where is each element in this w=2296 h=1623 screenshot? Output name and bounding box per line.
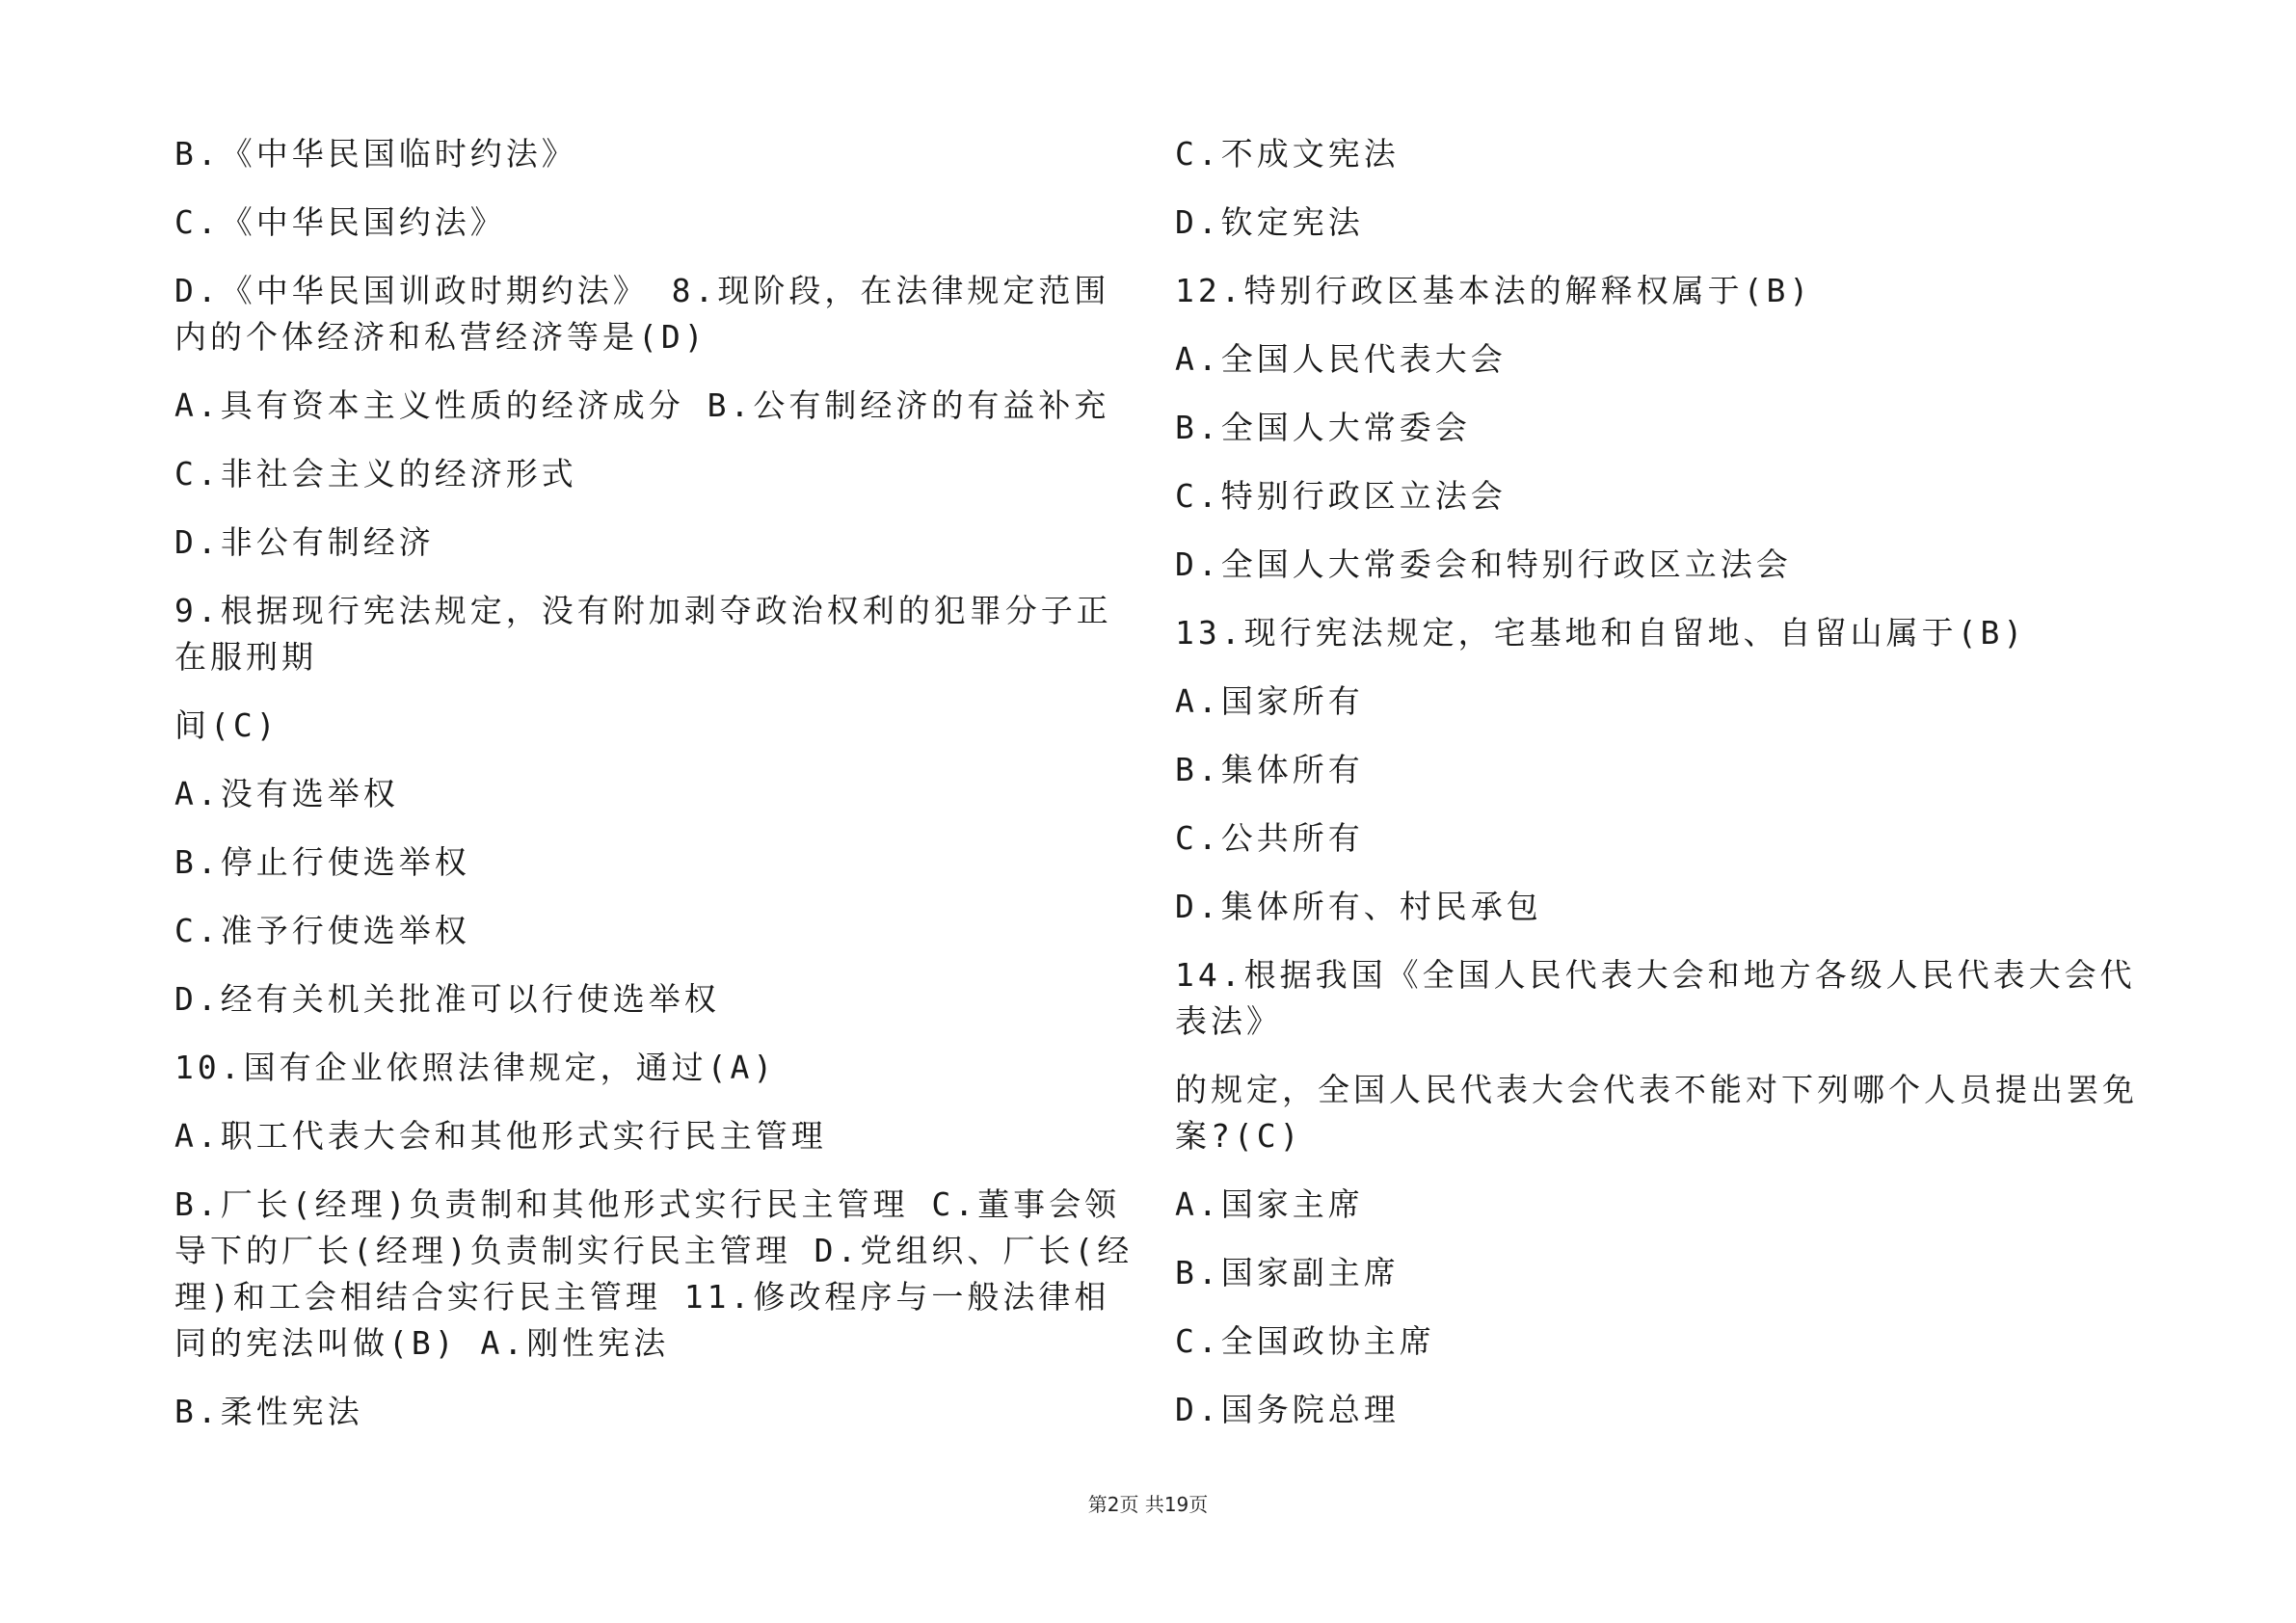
question-line: B.柔性宪法 — [174, 1393, 363, 1430]
question-line: A.全国人民代表大会 — [1175, 340, 1507, 378]
question-line: B.集体所有 — [1175, 751, 1364, 788]
question-line: C.不成文宪法 — [1175, 135, 1400, 173]
question-line: B.《中华民国临时约法》 — [174, 135, 577, 173]
question-line: D.国务院总理 — [1175, 1391, 1400, 1428]
question-line: A.职工代表大会和其他形式实行民主管理 — [174, 1117, 827, 1155]
question-line: 13.现行宪法规定，宅基地和自留地、自留山属于(B) — [1175, 614, 2027, 652]
question-line: D.非公有制经济 — [174, 523, 435, 561]
question-line: 9.根据现行宪法规定，没有附加剥夺政治权利的犯罪分子正在服刑期 — [174, 592, 1112, 676]
question-line: 14.根据我国《全国人民代表大会和地方各级人民代表大会代表法》 — [1175, 956, 2136, 1040]
question-line: A.具有资本主义性质的经济成分 B.公有制经济的有益补充 — [174, 386, 1110, 424]
question-line: D.《中华民国训政时期约法》 8.现阶段，在法律规定范围内的个体经济和私营经济等是(D) — [174, 272, 1110, 356]
question-line: B.全国人大常委会 — [1175, 409, 1471, 446]
question-line: D.全国人大常委会和特别行政区立法会 — [1175, 545, 1792, 583]
question-line: D.钦定宪法 — [1175, 203, 1364, 241]
question-line: C.非社会主义的经济形式 — [174, 455, 577, 492]
question-line: 10.国有企业依照法律规定，通过(A) — [174, 1049, 777, 1086]
left-column — [174, 131, 1138, 1457]
question-line: D.经有关机关批准可以行使选举权 — [174, 980, 720, 1018]
right-column — [1175, 131, 2139, 1455]
page-number-footer: 第2页 共19页 — [1087, 1493, 1209, 1516]
question-line: B.厂长(经理)负责制和其他形式实行民主管理 C.董事会领导下的厂长(经理)负责制实行民主管理 D.党组织、厂长(经理)和工会相结合实行民主管理 11.修改程序与一般法律相同的宪法叫做(B) A.刚性宪法 — [174, 1185, 1134, 1362]
question-line: B.停止行使选举权 — [174, 843, 470, 881]
question-line: B.国家副主席 — [1175, 1254, 1400, 1291]
question-line: A.国家所有 — [1175, 682, 1364, 720]
question-line: A.国家主席 — [1175, 1185, 1364, 1223]
question-line: 12.特别行政区基本法的解释权属于(B) — [1175, 272, 1813, 309]
question-line: 的规定，全国人民代表大会代表不能对下列哪个人员提出罢免案?(C) — [1175, 1071, 2138, 1155]
question-line: C.准予行使选举权 — [174, 912, 470, 949]
question-line: A.没有选举权 — [174, 775, 399, 812]
question-line: C.全国政协主席 — [1175, 1322, 1435, 1360]
question-line: 间(C) — [174, 706, 280, 744]
question-line: C.公共所有 — [1175, 819, 1364, 857]
question-line: D.集体所有、村民承包 — [1175, 888, 1542, 925]
question-line: C.《中华民国约法》 — [174, 203, 506, 241]
question-line: C.特别行政区立法会 — [1175, 477, 1507, 515]
